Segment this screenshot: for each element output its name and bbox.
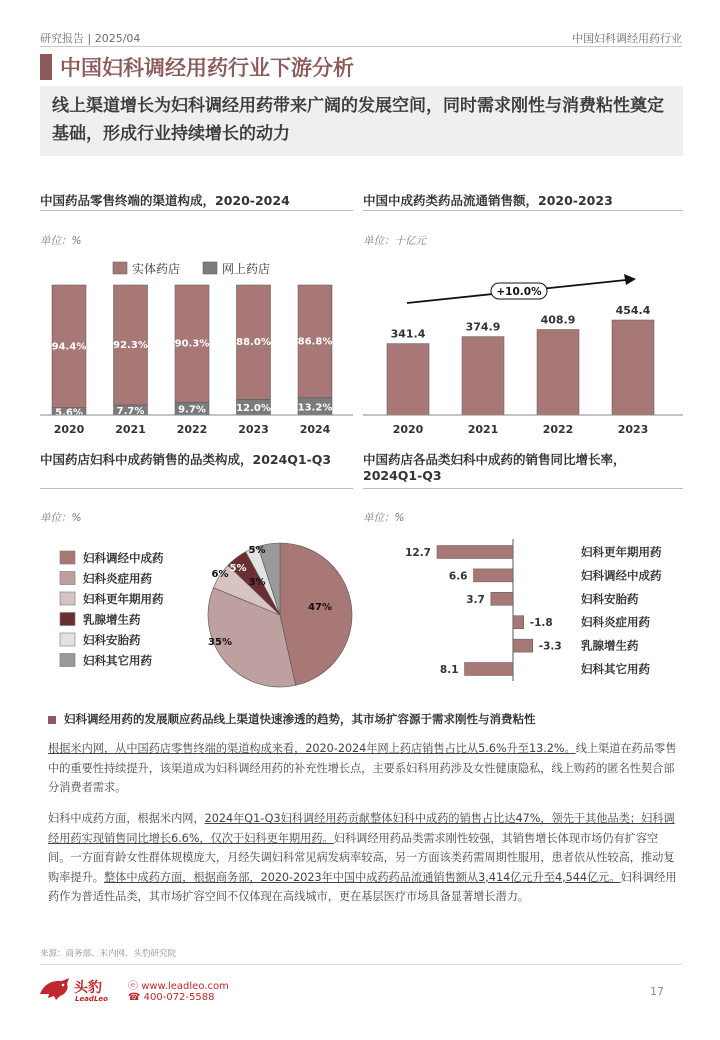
report-label: 研究报告 | 2025/04 — [40, 32, 141, 45]
industry-label: 中国妇科调经用药行业 — [572, 32, 682, 45]
chart4-unit: 单位：% — [363, 512, 405, 524]
bar-2023 — [612, 320, 654, 415]
chart3-title: 中国药店妇科中成药销售的品类构成，2024Q1-Q3 — [40, 452, 332, 467]
label-physical-2023: 88.0% — [236, 337, 271, 349]
value-label-2021: 374.9 — [465, 320, 501, 334]
bullet-marker — [48, 716, 56, 724]
chart3-pie — [40, 525, 353, 695]
hbar-1 — [474, 569, 513, 582]
paragraph-2-text-c: 妇科调经用药作为普适性品类，其市场扩容空间不仅体现在高线城市，更在基层医疗市场具备显著增长潜力。 — [48, 870, 677, 903]
website-link[interactable] — [128, 977, 229, 992]
hbar-value-0: 12.7 — [405, 547, 431, 559]
chart1-title-divider — [40, 210, 353, 211]
paragraph-1 — [48, 739, 678, 798]
xtick-2024: 2024 — [299, 423, 331, 436]
xtick-2020: 2020 — [392, 423, 424, 436]
legend-label-0: 妇科调经中成药 — [83, 551, 164, 565]
legend-label-5: 妇科其它用药 — [83, 653, 152, 668]
source-note: 来源：商务部、米内网、头豹研究院 — [40, 949, 177, 959]
paragraph-2-highlight-a: 2024年Q1-Q3妇科调经用药贡献整体妇科中成药的销售占比达47%，领先于其他品类；妇科调经用药实现销售同比增长6.6%，仅次于妇科更年期用药。 — [48, 812, 675, 845]
xtick-2021: 2021 — [115, 423, 146, 436]
xtick-2020: 2020 — [53, 423, 85, 436]
hbar-2 — [491, 592, 513, 605]
brand-name-en: LeadLeo — [75, 995, 108, 1003]
globe-icon: ⓔ — [128, 981, 142, 992]
chart1-stacked-bar — [40, 250, 353, 445]
footer-divider — [40, 964, 682, 965]
value-label-2023: 454.4 — [615, 304, 651, 317]
phone-text: 400-072-5588 — [143, 992, 215, 1003]
pie-label-1: 35% — [208, 637, 232, 648]
hbar-value-1: 6.6 — [448, 570, 468, 583]
chart2-title-divider — [363, 210, 683, 211]
label-online-2024: 13.2% — [297, 402, 333, 414]
label-online-2023: 12.0% — [236, 403, 271, 415]
chart2-title: 中国中成药类药品流通销售额，2020-2023 — [363, 193, 613, 208]
growth-arrow-head — [624, 274, 636, 285]
hbar-value-4: -3.3 — [538, 640, 562, 653]
pie-label-4: 3% — [248, 577, 266, 588]
website-text: www.leadleo.com — [141, 981, 229, 992]
pie-label-0: 47% — [308, 602, 332, 613]
hbar-3 — [513, 616, 524, 629]
phone-number — [128, 992, 214, 1003]
value-label-2020: 341.4 — [390, 327, 426, 341]
legend-swatch-physical — [113, 262, 127, 274]
legend-label-2: 妇科更年期用药 — [83, 592, 164, 606]
value-label-2022: 408.9 — [540, 313, 576, 327]
paragraph-1-highlight: 根据米内网，从中国药店零售终端的渠道构成来看，2020-2024年网上药店销售占比从5.6%升至13.2%。 — [48, 742, 576, 755]
legend-swatch-online — [203, 262, 217, 274]
chart3-unit: 单位：% — [40, 512, 82, 524]
hbar-0 — [437, 546, 513, 559]
phone-icon: ☎ — [128, 992, 144, 1003]
bar-2020 — [387, 344, 429, 415]
legend-label-online: 网上药店 — [222, 262, 271, 276]
label-physical-2022: 90.3% — [174, 338, 210, 350]
label-physical-2020: 94.4% — [51, 341, 87, 353]
xtick-2023: 2023 — [238, 423, 269, 436]
legend-label-physical: 实体药店 — [132, 262, 181, 276]
hbar-value-5: 8.1 — [439, 664, 459, 676]
hbar-category-5: 妇科其它用药 — [581, 662, 650, 676]
paragraph-1-text: 线上渠道在药品零售中的重要性持续提升，该渠道成为妇科调经用药的补充性增长点，主要系妇科用药涉及女性健康隐私，线上购药的匿名性契合部分消费者需求。 — [48, 742, 677, 794]
growth-label: +10.0% — [496, 286, 542, 298]
legend-swatch-0 — [60, 551, 75, 564]
legend-swatch-5 — [60, 654, 75, 667]
label-physical-2021: 92.3% — [113, 339, 148, 351]
brand-name: 头豹 — [74, 980, 102, 996]
pie-label-3: 5% — [229, 563, 247, 574]
legend-swatch-2 — [60, 592, 75, 605]
xtick-2022: 2022 — [542, 423, 574, 436]
page-number: 17 — [650, 985, 664, 998]
summary-banner-text: 线上渠道增长为妇科调经用药带来广阔的发展空间，同时需求刚性与消费粘性奠定基础，形成行业持续增长的动力 — [52, 96, 664, 144]
hbar-value-3: -1.8 — [529, 617, 553, 630]
pie-label-2: 6% — [211, 569, 229, 580]
bar-2021 — [462, 337, 504, 415]
title-accent-bar — [40, 54, 52, 80]
bar-2022 — [537, 330, 579, 415]
paragraph-2-text-a: 妇科中成药方面，根据米内网， — [48, 812, 205, 825]
hbar-5 — [465, 663, 513, 676]
legend-swatch-3 — [60, 613, 75, 626]
hbar-value-2: 3.7 — [466, 593, 485, 606]
hbar-category-1: 妇科调经中成药 — [581, 568, 662, 583]
label-online-2020: 5.6% — [55, 407, 83, 419]
chart1-title: 中国药品零售终端的渠道构成，2020-2024 — [40, 193, 290, 208]
chart2-bar — [363, 250, 683, 445]
chart4-title: 中国药店各品类妇科中成药的销售同比增长率，2024Q1-Q3 — [363, 452, 626, 483]
paragraph-2-highlight-b: 整体中成药方面，根据商务部，2020-2023年中国中成药药品流通销售额从3,414亿元升至4,544亿元。 — [103, 870, 621, 884]
page-title: 中国妇科调经用药行业下游分析 — [60, 56, 354, 80]
legend-swatch-4 — [60, 633, 75, 646]
chart3-title-divider — [40, 488, 353, 489]
hbar-category-4: 乳腺增生药 — [581, 638, 639, 653]
header-divider — [40, 46, 682, 47]
hbar-category-3: 妇科炎症用药 — [581, 615, 650, 630]
legend-swatch-1 — [60, 572, 75, 585]
legend-label-3: 乳腺增生药 — [83, 612, 141, 627]
paragraph-2-text-b: 妇科调经用药品类需求刚性较强，其销售增长体现市场仍有扩容空间。一方面育龄女性群体规模庞大，月经失调妇科常见病发病率较高，另一方面该类药需周期性服用，患者依从性较高，推动复购率提升。 — [48, 831, 675, 884]
xtick-2023: 2023 — [617, 423, 649, 436]
xtick-2021: 2021 — [467, 423, 499, 436]
legend-label-4: 妇科安胎药 — [83, 633, 141, 647]
chart1-unit: 单位：% — [40, 235, 82, 247]
legend-label-1: 妇科炎症用药 — [83, 571, 152, 586]
bullet-heading: 妇科调经用药的发展顺应药品线上渠道快速渗透的趋势，其市场扩容源于需求刚性与消费粘性 — [64, 712, 536, 726]
hbar-category-2: 妇科安胎药 — [581, 591, 639, 606]
chart4-hbar — [363, 525, 683, 695]
label-online-2022: 9.7% — [178, 404, 206, 416]
label-online-2021: 7.7% — [116, 405, 145, 417]
chart2-unit: 单位：十亿元 — [363, 235, 426, 247]
label-physical-2024: 86.8% — [297, 336, 333, 348]
leopard-logo-icon — [38, 974, 72, 1002]
chart4-title-divider — [363, 488, 683, 489]
pie-label-5: 5% — [248, 545, 266, 556]
xtick-2022: 2022 — [176, 423, 208, 436]
hbar-4 — [513, 639, 533, 652]
paragraph-2 — [48, 809, 678, 907]
hbar-category-0: 妇科更年期用药 — [581, 545, 662, 559]
